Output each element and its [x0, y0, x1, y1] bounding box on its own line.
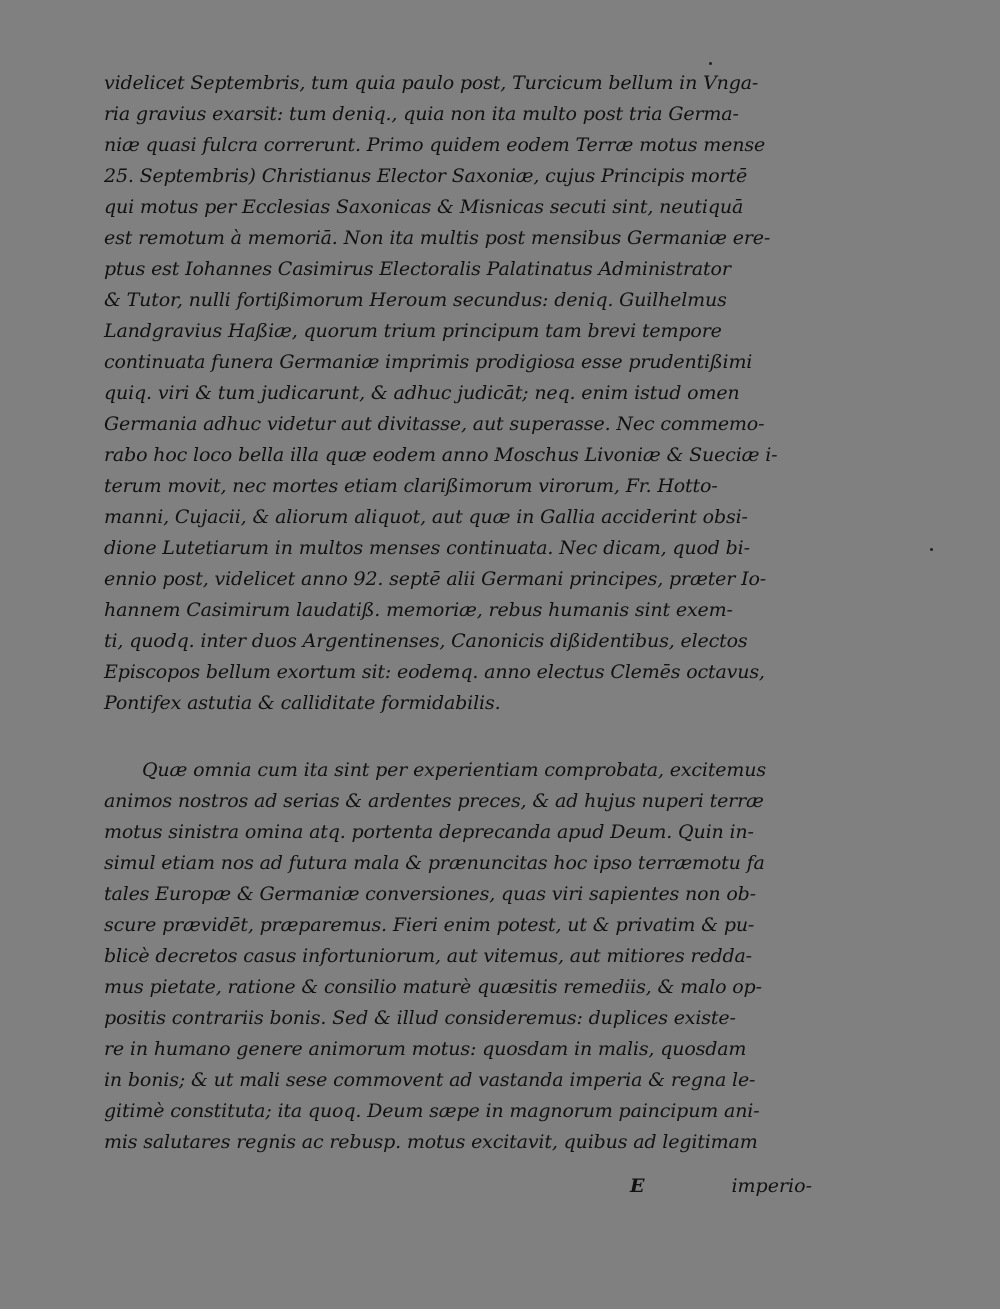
text-line: blicè decretos casus infortuniorum, aut vitemus, aut mitiores redda- — [104, 945, 752, 967]
text-line: niæ quasi fulcra correrunt. Primo quidem eodem Terræ motus mense — [104, 134, 766, 156]
text-line: rabo hoc loco bella illa quæ eodem anno Moschus Livoniæ & Sueciæ i- — [104, 444, 778, 466]
text-line: ennio post, videlicet anno 92. septē alii Germani principes, præter Io- — [104, 568, 767, 590]
text-line: Episcopos bellum exortum sit: eodemq. anno electus Clemēs octavus, — [104, 661, 765, 683]
text-line: in bonis; & ut mali sese commovent ad vastanda imperia & regna le- — [104, 1069, 756, 1091]
text-line: continuata funera Germaniæ imprimis prodigiosa esse prudentißimi — [104, 351, 753, 373]
text-line: ptus est Iohannes Casimirus Electoralis Palatinatus Administrator — [104, 258, 731, 280]
text-line: dione Lutetiarum in multos menses continuata. Nec dicam, quod bi- — [104, 537, 750, 559]
catchword: imperio- — [731, 1175, 812, 1197]
text-line: ria gravius exarsit: tum deniq., quia non ita multo post tria Germa- — [104, 103, 739, 125]
text-line: scure prævidēt, præparemus. Fieri enim potest, ut & privatim & pu- — [104, 914, 755, 936]
text-line: Germania adhuc videtur aut divitasse, aut superasse. Nec commemo- — [104, 413, 765, 435]
text-line: mus pietate, ratione & consilio maturè quæsitis remediis, & malo op- — [104, 976, 762, 998]
text-line: ti, quodq. inter duos Argentinenses, Canonicis dißidentibus, electos — [104, 630, 748, 652]
text-line: est remotum à memoriā. Non ita multis post mensibus Germaniæ ere- — [104, 227, 771, 249]
page-footer — [104, 1173, 820, 1207]
text-line: manni, Cujacii, & aliorum aliquot, aut quæ in Gallia acciderint obsi- — [104, 506, 748, 528]
text-line: Quæ omnia cum ita sint per experientiam comprobata, excitemus — [142, 759, 766, 781]
text-line: Landgravius Haßiæ, quorum trium principum tam brevi tempore — [104, 320, 722, 342]
text-line: positis contrariis bonis. Sed & illud consideremus: duplices existe- — [104, 1007, 736, 1029]
ink-speck — [930, 548, 933, 551]
text-line: tales Europæ & Germaniæ conversiones, quas viri sapientes non ob- — [104, 883, 756, 905]
text-line: animos nostros ad serias & ardentes preces, & ad hujus nuperi terræ — [104, 790, 764, 812]
text-line: re in humano genere animorum motus: quosdam in malis, quosdam — [104, 1038, 747, 1060]
text-line: motus sinistra omina atq. portenta deprecanda apud Deum. Quin in- — [104, 821, 754, 843]
text-line: terum movit, nec mortes etiam clarißimorum virorum, Fr. Hotto- — [104, 475, 718, 497]
text-line: simul etiam nos ad futura mala & prænuncitas hoc ipso terræmotu fa — [104, 852, 765, 874]
paragraph-2 — [104, 755, 820, 1158]
text-line: 25. Septembris) Christianus Elector Saxoniæ, cujus Principis mortē — [104, 165, 748, 187]
text-line: qui motus per Ecclesias Saxonicas & Misnicas secuti sint, neutiquā — [104, 196, 744, 218]
text-line: hannem Casimirum laudatiß. memoriæ, rebus humanis sint exem- — [104, 599, 733, 621]
signature-mark: E — [630, 1175, 645, 1197]
text-line: quiq. viri & tum judicarunt, & adhuc judicāt; neq. enim istud omen — [104, 382, 740, 404]
text-line: & Tutor, nulli fortißimorum Heroum secundus: deniq. Guilhelmus — [104, 289, 727, 311]
text-line: Pontifex astutia & calliditate formidabilis. — [104, 692, 501, 714]
ink-speck — [709, 62, 712, 65]
text-line: gitimè constituta; ita quoq. Deum sæpe in magnorum paincipum ani- — [104, 1100, 760, 1122]
paragraph-1 — [104, 68, 820, 719]
text-line: videlicet Septembris, tum quia paulo post, Turcicum bellum in Vnga- — [104, 72, 759, 94]
text-line: mis salutares regnis ac rebusp. motus excitavit, quibus ad legitimam — [104, 1131, 758, 1153]
